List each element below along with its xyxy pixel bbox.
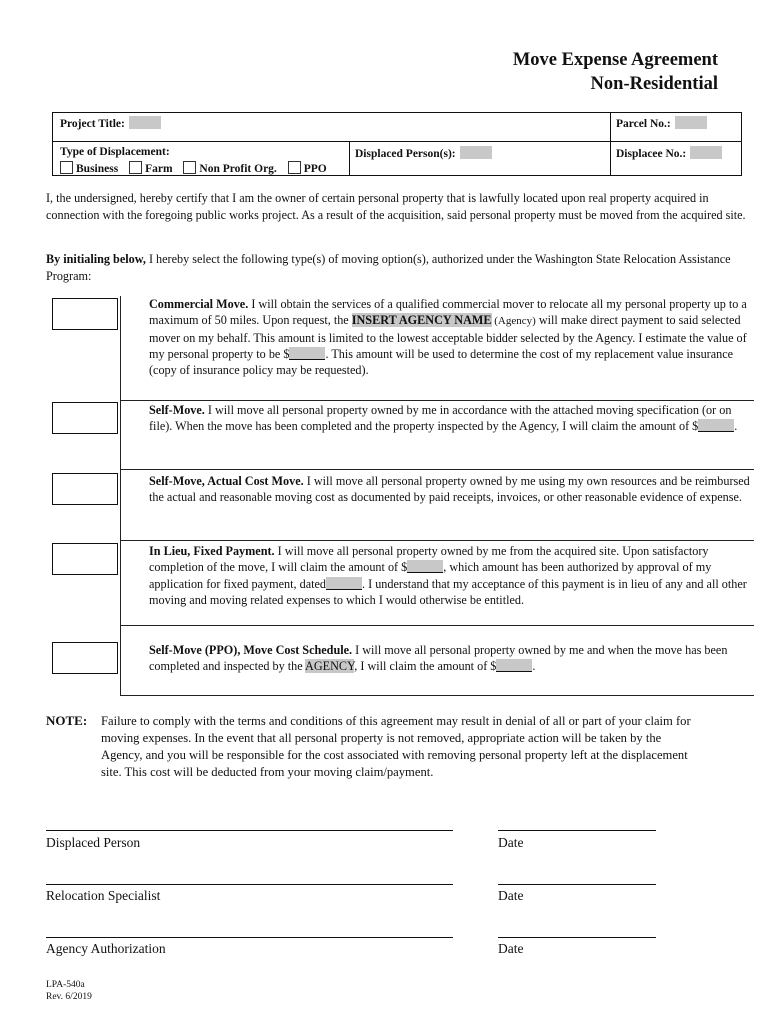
in-lieu-option: In Lieu, Fixed Payment. I will move all personal property owned by me from the acquired site. Upon satisfactory completion of the move, I will claim the amount of $ , which amount has been authorized by approval of my application for fixed payment, dated . I understand that my acceptance of this payment is in lieu of any and all other moving and moving related expenses to which I would otherwise be entitled. [149, 544, 747, 607]
date-label-1: Date [498, 835, 524, 850]
type-of-displacement-label: Type of Displacement: [60, 146, 170, 158]
relocation-specialist-date-line[interactable] [498, 884, 656, 885]
form-revision: Rev. 6/2019 [46, 992, 92, 1002]
ppo-option: Self-Move (PPO), Move Cost Schedule. I will move all personal property owned by me and when the move has been completed and inspected by the AGENCY, I will claim the amount of $ . [149, 643, 728, 674]
ppo-amount-field[interactable] [496, 659, 532, 672]
self-move-initial-box[interactable] [52, 402, 118, 434]
parcel-no-label: Parcel No.: [616, 116, 707, 130]
form-number: LPA-540a [46, 980, 85, 990]
project-title-label: Project Title: [60, 116, 161, 130]
agency-name-field[interactable]: INSERT AGENCY NAME [351, 313, 492, 328]
in-lieu-initial-box[interactable] [52, 543, 118, 575]
parcel-no-field[interactable] [675, 116, 707, 129]
commercial-initial-box[interactable] [52, 298, 118, 330]
displacement-options [60, 161, 327, 175]
displaced-persons-label: Displaced Person(s): [355, 146, 492, 160]
ppo-label: PPO [303, 163, 327, 175]
business-checkbox[interactable] [60, 161, 73, 174]
ppo-title: Self-Move (PPO), Move Cost Schedule. [149, 643, 353, 657]
farm-label: Farm [145, 163, 173, 175]
header-table [52, 112, 742, 176]
in-lieu-date-field[interactable] [326, 577, 362, 590]
agency-field[interactable]: AGENCY [305, 659, 355, 674]
agency-authorization-date-line[interactable] [498, 937, 656, 938]
document-title: Move Expense Agreement [512, 50, 718, 70]
agency-authorization-label: Agency Authorization [46, 941, 166, 956]
relocation-specialist-label: Relocation Specialist [46, 888, 161, 903]
self-move-option: Self-Move. I will move all personal property owned by me in accordance with the attached moving specification (or on file). When the move has been completed and the property inspected by the Agency, I will claim the amount of $ . [149, 403, 738, 434]
intro-paragraph: I, the undersigned, hereby certify that I am the owner of certain personal property that is lawfully located upon real property acquired in connection with the foregoing public works project. As a result of the acquisition, said personal property must be moved from the acquired site. [46, 191, 746, 222]
in-lieu-title: In Lieu, Fixed Payment. [149, 544, 275, 558]
note-label: NOTE: [46, 713, 88, 728]
ppo-checkbox[interactable] [288, 161, 301, 174]
commercial-move-title: Commercial Move. [149, 297, 249, 311]
displaced-persons-field[interactable] [460, 146, 492, 159]
actual-cost-option: Self-Move, Actual Cost Move. I will move all personal property owned by me using my own resources and be reimbursed the actual and reasonable moving cost as documented by paid receipts, invoices, or other reasonable evidence of expense. [149, 474, 750, 505]
ppo-initial-box[interactable] [52, 642, 118, 674]
actual-cost-initial-box[interactable] [52, 473, 118, 505]
commercial-move-option: Commercial Move. I will obtain the services of a qualified commercial mover to relocate all my personal property up to a maximum of 50 miles. Upon request, the INSERT AGENCY NAME (Agency) will make direct payment to said selected mover on my behalf. This amount is limited to the lowest acceptable bidder selected by the Agency. I estimate the value of my personal property to be $ . This amount will be used to determine the cost of my replacement value insurance (copy of insurance policy may be requested). [149, 297, 747, 378]
note-text: Failure to comply with the terms and conditions of this agreement may result in denial of all or part of your claim for moving expenses. In the event that all personal property is not removed, appropriate action will be taken by the Agency, and you will be responsible for the cost associated with removing personal property left at the displacement site. This cost will be deducted from your moving claim/payment. [101, 714, 691, 779]
in-lieu-amount-field[interactable] [407, 560, 443, 573]
initial-paragraph: By initialing below, I hereby select the following type(s) of moving option(s), authorized under the Washington State Relocation Assistance Program: [46, 252, 731, 283]
self-move-title: Self-Move. [149, 403, 205, 417]
self-move-amount-field[interactable] [698, 419, 734, 432]
displacee-no-label: Displacee No.: [616, 146, 722, 160]
displaced-person-date-line[interactable] [498, 830, 656, 831]
date-label-3: Date [498, 941, 524, 956]
project-title-field[interactable] [129, 116, 161, 129]
displaced-person-label: Displaced Person [46, 835, 141, 850]
non-profit-checkbox[interactable] [183, 161, 196, 174]
initial-bold: By initialing below, [46, 252, 146, 266]
non-profit-label: Non Profit Org. [199, 163, 277, 175]
actual-cost-title: Self-Move, Actual Cost Move. [149, 474, 304, 488]
displaced-person-signature-line[interactable] [46, 830, 453, 831]
displacee-no-field[interactable] [690, 146, 722, 159]
document-subtitle: Non-Residential [590, 74, 718, 94]
business-label: Business [76, 163, 119, 175]
property-value-field[interactable] [289, 347, 325, 360]
relocation-specialist-signature-line[interactable] [46, 884, 453, 885]
date-label-2: Date [498, 888, 524, 903]
farm-checkbox[interactable] [129, 161, 142, 174]
agency-authorization-signature-line[interactable] [46, 937, 453, 938]
